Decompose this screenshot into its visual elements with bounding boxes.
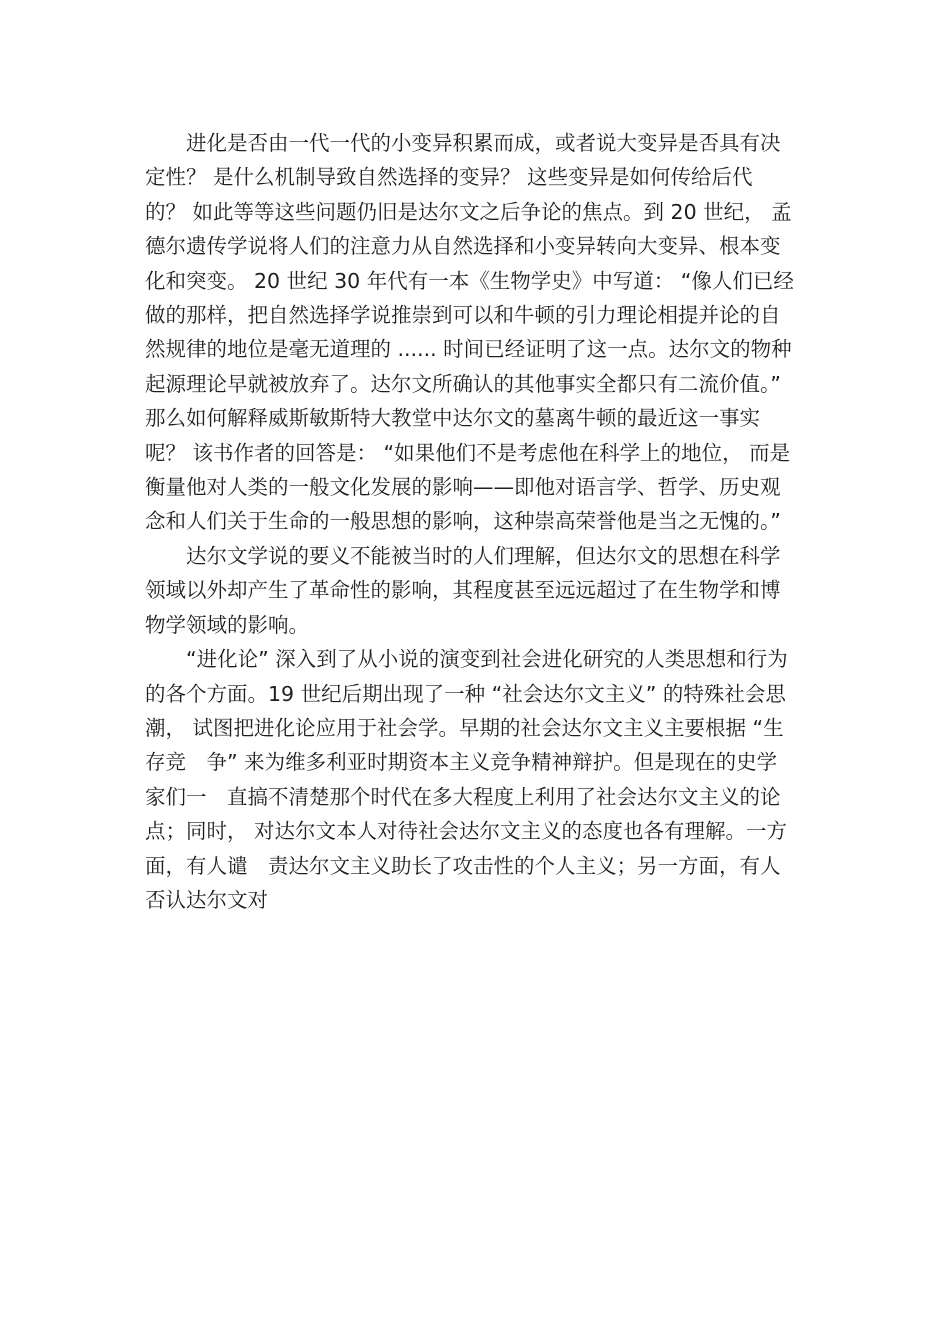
text-line: 进化是否由一代一代的小变异积累而成，或者说大变异是否具有决 (145, 131, 781, 155)
text-line: 面，有人谴 责达尔文主义助长了攻击性的个人主义；另一方面，有人 (145, 853, 781, 878)
text-line: 达尔文学说的要义不能被当时的人们理解，但达尔文的思想在科学 (145, 543, 781, 568)
text-line: 然规律的地位是毫无道理的 ...... 时间已经证明了这一点。达尔文的物种 (145, 337, 792, 362)
text-line: 定性？ 是什么机制导致自然选择的变异？ 这些变异是如何传给后代 (145, 165, 753, 190)
text-line: 做的那样，把自然选择学说推崇到可以和牛顿的引力理论相提并论的自 (145, 303, 781, 328)
text-line: 点；同时， 对达尔文本人对待社会达尔文主义的态度也各有理解。一方 (145, 819, 788, 844)
text-line: 那么如何解释威斯敏斯特大教堂中达尔文的墓离牛顿的最近这一事实 (145, 406, 760, 431)
text-line: 的？ 如此等等这些问题仍旧是达尔文之后争论的焦点。到 20 世纪， 孟 (145, 199, 792, 224)
text-line: 领域以外却产生了革命性的影响，其程度甚至远远超过了在生物学和博 (145, 578, 781, 603)
text-line: 家们一 直搞不清楚那个时代在多大程度上利用了社会达尔文主义的论 (145, 784, 781, 809)
text-line: 潮， 试图把进化论应用于社会学。早期的社会达尔文主义主要根据 “生 (145, 715, 784, 740)
text-line: 否认达尔文对 (145, 887, 268, 912)
text-line: 化和突变。 20 世纪 30 年代有一本《生物学史》中写道： “像人们已经 (145, 268, 794, 293)
text-line: 存竞 争” 来为维多利亚时期资本主义竞争精神辩护。但是现在的史学 (145, 750, 778, 775)
text-line: 起源理论早就被放弃了。达尔文所确认的其他事实全都只有二流价值。” (145, 371, 781, 396)
body-text (145, 126, 820, 917)
text-line: 物学领域的影响。 (145, 612, 309, 637)
text-line: 衡量他对人类的一般文化发展的影响——即他对语言学、哲学、历史观 (145, 475, 781, 500)
text-line: 呢？ 该书作者的回答是： “如果他们不是考虑他在科学上的地位， 而是 (145, 440, 791, 465)
text-line: 的各个方面。19 世纪后期出现了一种 “社会达尔文主义” 的特殊社会思 (145, 681, 786, 706)
text-line: “进化论” 深入到了从小说的演变到社会进化研究的人类思想和行为 (145, 647, 788, 672)
text-line: 念和人们关于生命的一般思想的影响，这种崇高荣誉他是当之无愧的。” (145, 509, 781, 534)
text-line: 德尔遗传学说将人们的注意力从自然选择和小变异转向大变异、根本变 (145, 234, 781, 259)
